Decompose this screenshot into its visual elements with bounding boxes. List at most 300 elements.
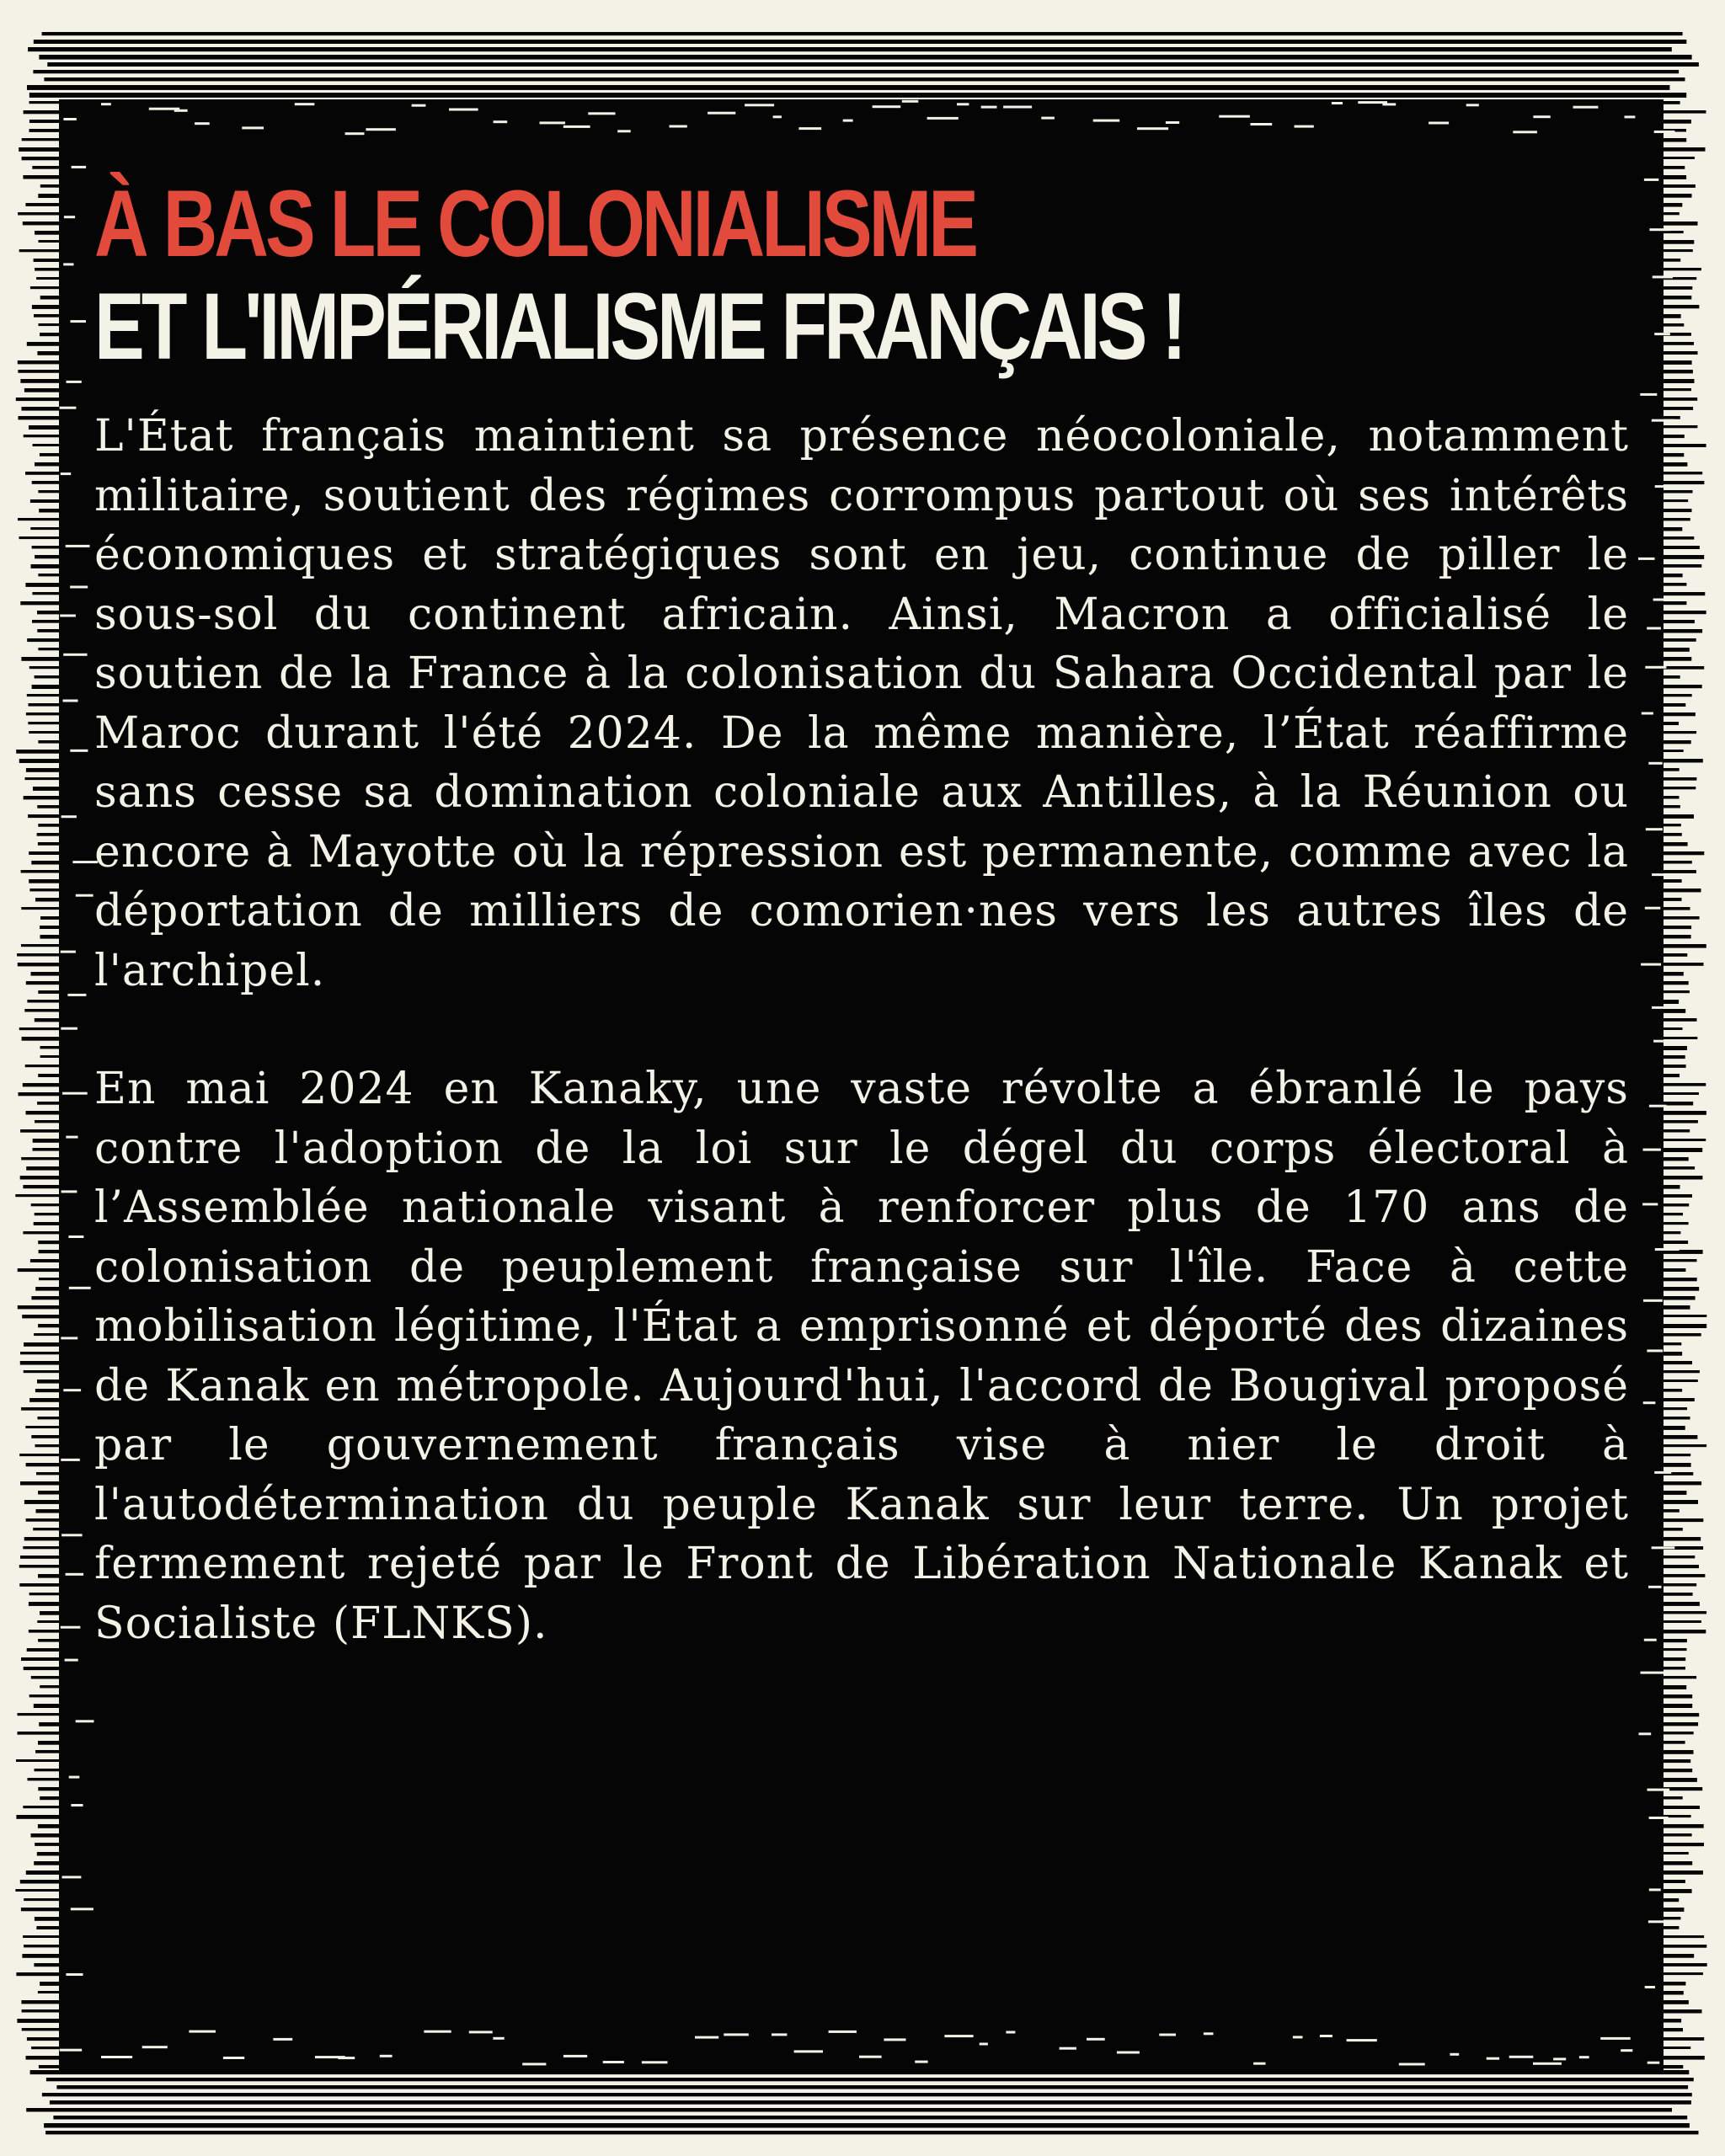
frame-stripe — [27, 85, 1669, 90]
frame-stripe — [1664, 1620, 1701, 1623]
frame-stripe — [1664, 499, 1688, 502]
frame-stripe — [27, 694, 59, 696]
frame-stripe — [1664, 2037, 1704, 2041]
frame-tick — [469, 2031, 493, 2033]
frame-stripe — [33, 1148, 60, 1151]
frame-stripe — [1664, 1509, 1680, 1513]
frame-tick — [62, 1876, 82, 1878]
frame-tick — [902, 100, 919, 103]
frame-stripe — [29, 879, 59, 883]
frame-stripe — [20, 1481, 59, 1486]
frame-tick — [66, 545, 90, 547]
frame-stripe — [20, 1361, 59, 1365]
frame-stripe — [26, 1518, 59, 1522]
frame-stripe — [37, 629, 59, 632]
frame-stripe — [39, 1722, 59, 1726]
frame-tick — [242, 126, 264, 129]
frame-stripe — [19, 759, 59, 763]
frame-stripe — [1664, 675, 1680, 679]
frame-stripe — [1664, 509, 1692, 512]
frame-stripe — [32, 685, 59, 689]
frame-stripe — [1664, 1139, 1706, 1141]
frame-stripe — [1664, 305, 1699, 308]
frame-stripe — [25, 777, 60, 780]
frame-stripe — [1664, 1027, 1683, 1030]
frame-tick — [66, 1136, 77, 1139]
frame-stripe — [22, 2009, 59, 2013]
headline-line-1: À BAS LE COLONIALISME — [94, 171, 975, 276]
frame-stripe — [1664, 2028, 1683, 2031]
frame-stripe — [39, 1278, 59, 1280]
frame-stripe — [1664, 1963, 1707, 1967]
frame-stripe — [26, 2108, 1672, 2112]
frame-stripe — [1664, 1870, 1703, 1875]
frame-stripe — [1664, 453, 1684, 456]
frame-stripe — [1664, 851, 1704, 855]
frame-tick — [1332, 102, 1343, 104]
frame-tick — [63, 118, 76, 120]
frame-tick — [366, 128, 396, 131]
frame-stripe — [1664, 416, 1680, 419]
frame-stripe — [40, 1796, 59, 1800]
frame-stripe — [31, 1676, 59, 1679]
frame-stripe — [1664, 490, 1693, 494]
frame-stripe — [1664, 1935, 1704, 1938]
frame-tick — [1647, 1349, 1663, 1352]
frame-stripe — [35, 898, 59, 902]
frame-stripe — [1664, 314, 1681, 318]
frame-tick — [1648, 1586, 1662, 1588]
frame-stripe — [1664, 1120, 1698, 1123]
frame-stripe — [36, 277, 59, 280]
frame-stripe — [1664, 1583, 1696, 1587]
frame-stripe — [1664, 2000, 1689, 2004]
frame-tick — [424, 2031, 451, 2033]
frame-stripe — [45, 2131, 1698, 2134]
frame-stripe — [1664, 1926, 1679, 1929]
frame-stripe — [27, 342, 59, 346]
frame-stripe — [33, 1528, 59, 1530]
frame-stripe — [26, 1166, 59, 1171]
frame-stripe — [34, 40, 1687, 44]
frame-stripe — [1664, 1667, 1685, 1670]
frame-stripe — [38, 824, 59, 827]
frame-tick — [1041, 117, 1055, 120]
frame-tick — [1320, 2035, 1332, 2037]
frame-stripe — [1664, 1185, 1680, 1189]
frame-tick — [981, 106, 997, 109]
frame-stripe — [34, 259, 59, 262]
frame-stripe — [1664, 268, 1701, 270]
frame-stripe — [29, 101, 60, 104]
frame-stripe — [20, 1556, 59, 1559]
frame-stripe — [39, 509, 59, 513]
frame-stripe — [18, 1305, 59, 1309]
frame-tick — [1642, 712, 1653, 715]
frame-stripe — [21, 1657, 59, 1661]
frame-stripe — [18, 963, 59, 966]
frame-stripe — [24, 1342, 59, 1347]
frame-stripe — [1664, 1231, 1680, 1234]
frame-stripe — [1664, 1000, 1679, 1004]
frame-tick — [695, 2036, 718, 2039]
frame-tick — [380, 2055, 393, 2057]
frame-stripe — [20, 1176, 59, 1180]
frame-stripe — [1664, 1055, 1685, 1059]
frame-tick — [1093, 120, 1120, 122]
frame-tick — [1166, 121, 1179, 124]
frame-stripe — [1664, 157, 1695, 159]
frame-stripe — [28, 814, 59, 818]
frame-stripe — [21, 2000, 59, 2004]
frame-stripe — [40, 296, 59, 300]
frame-stripe — [21, 1157, 59, 1160]
frame-stripe — [25, 1065, 59, 1067]
frame-stripe — [38, 1639, 59, 1642]
frame-tick — [603, 2061, 624, 2063]
frame-tick — [563, 125, 590, 128]
frame-stripe — [24, 435, 59, 437]
frame-stripe — [23, 1231, 59, 1234]
frame-stripe — [35, 1444, 60, 1447]
frame-stripe — [16, 750, 59, 754]
frame-tick — [745, 104, 774, 106]
frame-stripe — [1664, 1481, 1701, 1485]
frame-tick — [142, 2046, 168, 2048]
frame-tick — [1644, 179, 1658, 181]
frame-stripe — [1664, 1713, 1699, 1716]
frame-tick — [69, 1287, 91, 1289]
frame-stripe — [1664, 1898, 1679, 1902]
frame-stripe — [23, 1546, 59, 1549]
frame-stripe — [1664, 926, 1691, 929]
frame-tick — [1652, 1546, 1675, 1549]
frame-tick — [1533, 2063, 1562, 2065]
frame-stripe — [1664, 1092, 1699, 1095]
frame-tick — [980, 2043, 988, 2046]
frame-stripe — [1664, 1398, 1695, 1401]
frame-stripe — [1664, 2047, 1690, 2049]
text-block — [94, 173, 1629, 1653]
frame-stripe — [1664, 1074, 1680, 1077]
frame-tick — [1006, 2031, 1015, 2034]
frame-tick — [60, 407, 77, 409]
frame-stripe — [1664, 259, 1680, 262]
frame-stripe — [40, 1982, 59, 1986]
frame-stripe — [20, 1129, 59, 1133]
frame-stripe — [1664, 221, 1698, 226]
frame-stripe — [31, 2047, 59, 2049]
frame-stripe — [1664, 592, 1705, 595]
frame-stripe — [1664, 1435, 1697, 1439]
frame-stripe — [1664, 842, 1688, 846]
frame-stripe — [36, 1472, 59, 1475]
frame-stripe — [1664, 1342, 1681, 1345]
frame-stripe — [29, 1593, 59, 1595]
frame-tick — [1649, 1888, 1661, 1891]
frame-stripe — [19, 249, 59, 252]
frame-tick — [1639, 1732, 1652, 1735]
frame-stripe — [1664, 944, 1706, 948]
frame-stripe — [1664, 805, 1680, 808]
frame-stripe — [1664, 249, 1693, 252]
frame-tick — [588, 112, 615, 115]
frame-stripe — [24, 110, 59, 114]
frame-stripe — [1664, 768, 1680, 771]
frame-stripe — [1664, 972, 1684, 976]
frame-tick — [273, 2038, 292, 2041]
frame-stripe — [1664, 1037, 1697, 1039]
frame-tick — [61, 472, 71, 475]
frame-stripe — [1664, 611, 1706, 614]
frame-stripe — [29, 1398, 59, 1402]
frame-stripe — [29, 1630, 59, 1633]
frame-stripe — [1664, 110, 1706, 114]
frame-stripe — [1664, 1991, 1684, 1995]
frame-stripe — [32, 592, 59, 595]
frame-stripe — [20, 1880, 59, 1884]
frame-stripe — [1664, 1982, 1685, 1986]
frame-stripe — [1664, 1102, 1693, 1106]
frame-stripe — [1664, 323, 1684, 327]
frame-stripe — [29, 1602, 59, 1606]
frame-stripe — [35, 268, 59, 271]
frame-tick — [1642, 1203, 1658, 1205]
frame-stripe — [18, 518, 59, 520]
frame-stripe — [18, 370, 59, 373]
frame-tick — [859, 2056, 882, 2058]
frame-stripe — [29, 120, 59, 123]
frame-stripe — [15, 1889, 59, 1892]
frame-tick — [1654, 333, 1670, 335]
frame-stripe — [1664, 1889, 1692, 1893]
frame-stripe — [1664, 1046, 1687, 1050]
frame-stripe — [1664, 574, 1683, 577]
frame-stripe — [1664, 638, 1696, 642]
frame-stripe — [1664, 648, 1690, 652]
frame-tick — [1652, 873, 1668, 876]
frame-stripe — [1664, 1018, 1697, 1022]
frame-stripe — [36, 1509, 60, 1513]
frame-tick — [1646, 828, 1663, 830]
frame-stripe — [1664, 1222, 1689, 1225]
frame-stripe — [24, 1537, 59, 1540]
frame-tick — [1653, 599, 1669, 601]
frame-stripe — [1664, 1426, 1685, 1430]
frame-stripe — [1664, 1417, 1690, 1420]
frame-tick — [1654, 1471, 1671, 1474]
frame-stripe — [1664, 1528, 1683, 1531]
frame-tick — [295, 103, 315, 105]
frame-stripe — [1664, 425, 1697, 428]
frame-tick — [1513, 131, 1537, 133]
frame-stripe — [38, 740, 59, 744]
frame-stripe — [1664, 2009, 1702, 2014]
frame-stripe — [29, 851, 59, 855]
frame-stripe — [1664, 759, 1703, 763]
frame-stripe — [27, 1000, 59, 1003]
frame-tick — [449, 109, 478, 111]
frame-tick — [1653, 275, 1673, 278]
frame-stripe — [38, 1787, 59, 1790]
frame-stripe — [1664, 175, 1686, 179]
frame-stripe — [1664, 916, 1700, 920]
frame-tick — [1137, 127, 1168, 130]
frame-tick — [563, 2055, 587, 2057]
frame-tick — [71, 1804, 83, 1806]
frame-stripe — [1664, 833, 1682, 836]
frame-stripe — [1664, 138, 1686, 142]
frame-stripe — [27, 1648, 59, 1652]
frame-stripe — [38, 990, 59, 994]
frame-tick — [1487, 2057, 1499, 2060]
frame-stripe — [24, 388, 59, 392]
frame-stripe — [1664, 1704, 1692, 1708]
frame-stripe — [1664, 1908, 1684, 1912]
frame-stripe — [1664, 879, 1682, 883]
frame-stripe — [1664, 889, 1701, 892]
frame-stripe — [1664, 731, 1696, 734]
frame-stripe — [18, 212, 59, 216]
frame-stripe — [28, 722, 59, 724]
frame-stripe — [1664, 370, 1693, 373]
frame-tick — [927, 117, 959, 120]
frame-stripe — [19, 147, 59, 152]
frame-tick — [1533, 115, 1550, 118]
frame-stripe — [1664, 1389, 1682, 1392]
frame-tick — [1648, 762, 1662, 765]
frame-stripe — [24, 1009, 59, 1012]
frame-tick — [61, 1626, 81, 1629]
frame-stripe — [35, 555, 59, 558]
frame-tick — [1655, 1248, 1680, 1251]
frame-stripe — [1664, 1370, 1700, 1373]
frame-stripe — [1664, 1268, 1685, 1272]
frame-stripe — [1664, 1315, 1706, 1317]
frame-stripe — [23, 221, 59, 225]
frame-stripe — [22, 1954, 59, 1958]
frame-stripe — [31, 861, 59, 865]
frame-tick — [1649, 1817, 1669, 1819]
frame-stripe — [1664, 657, 1691, 661]
frame-stripe — [35, 1917, 59, 1921]
frame-stripe — [34, 1861, 59, 1865]
frame-stripe — [1664, 898, 1682, 901]
frame-stripe — [1664, 620, 1695, 623]
frame-stripe — [1664, 1852, 1689, 1854]
frame-stripe — [38, 1741, 59, 1745]
frame-stripe — [37, 1852, 59, 1856]
frame-stripe — [1664, 1148, 1702, 1152]
frame-stripe — [1664, 1065, 1686, 1068]
frame-stripe — [19, 536, 60, 539]
frame-stripe — [25, 203, 59, 206]
frame-stripe — [39, 55, 1691, 60]
frame-stripe — [1664, 601, 1686, 605]
frame-tick — [642, 2061, 668, 2063]
frame-tick — [915, 2061, 927, 2063]
frame-stripe — [1664, 1407, 1687, 1410]
frame-tick — [195, 122, 210, 125]
frame-stripe — [40, 1611, 59, 1615]
frame-stripe — [1664, 1833, 1692, 1837]
frame-stripe — [29, 731, 59, 734]
frame-stripe — [35, 675, 59, 679]
frame-stripe — [38, 1241, 59, 1244]
frame-stripe — [1664, 1352, 1682, 1356]
frame-tick — [101, 2056, 132, 2058]
frame-tick — [70, 750, 88, 752]
frame-tick — [1399, 2063, 1425, 2066]
frame-stripe — [1664, 935, 1691, 938]
frame-stripe — [22, 407, 60, 411]
frame-stripe — [38, 1574, 59, 1578]
frame-stripe — [34, 314, 59, 318]
frame-stripe — [1664, 787, 1696, 789]
frame-tick — [63, 700, 78, 702]
frame-stripe — [46, 2078, 1694, 2081]
frame-stripe — [40, 1055, 59, 1058]
frame-stripe — [35, 462, 59, 467]
frame-stripe — [32, 546, 59, 549]
frame-stripe — [38, 1074, 59, 1077]
frame-tick — [1649, 228, 1670, 231]
frame-stripe — [23, 1806, 59, 1808]
frame-stripe — [35, 1120, 59, 1123]
frame-stripe — [21, 1407, 59, 1411]
frame-tick — [174, 109, 188, 112]
frame-stripe — [34, 1963, 59, 1967]
frame-stripe — [24, 1370, 59, 1373]
frame-tick — [71, 1908, 93, 1910]
frame-stripe — [37, 611, 59, 614]
frame-stripe — [35, 231, 59, 235]
frame-stripe — [1664, 194, 1692, 198]
frame-stripe — [1664, 1843, 1704, 1846]
frame-tick — [1645, 666, 1666, 669]
frame-stripe — [29, 666, 59, 669]
frame-stripe — [26, 768, 59, 772]
frame-stripe — [33, 444, 59, 446]
frame-tick — [1649, 1105, 1667, 1107]
frame-stripe — [27, 2037, 59, 2041]
frame-stripe — [38, 574, 59, 576]
frame-stripe — [29, 93, 1686, 98]
frame-tick — [189, 2031, 216, 2033]
frame-stripe — [33, 787, 59, 791]
frame-tick — [66, 1573, 84, 1576]
frame-stripe — [1664, 1574, 1705, 1577]
frame-stripe — [1664, 1611, 1706, 1614]
frame-stripe — [1664, 120, 1691, 124]
frame-stripe — [19, 416, 60, 419]
frame-tick — [670, 125, 687, 128]
headline-line-2: ET L'IMPÉRIALISME FRANÇAIS ! — [94, 274, 1184, 379]
frame-stripe — [1664, 536, 1694, 540]
frame-stripe — [1664, 1500, 1698, 1504]
frame-stripe — [38, 648, 59, 650]
frame-stripe — [29, 1694, 59, 1697]
frame-tick — [724, 2033, 749, 2036]
frame-stripe — [19, 1027, 59, 1030]
frame-tick — [540, 121, 566, 124]
frame-stripe — [1664, 203, 1682, 207]
frame-stripe — [39, 2065, 59, 2068]
frame-tick — [798, 127, 821, 130]
frame-stripe — [24, 1500, 59, 1504]
frame-stripe — [1664, 1750, 1694, 1754]
frame-stripe — [40, 916, 59, 920]
